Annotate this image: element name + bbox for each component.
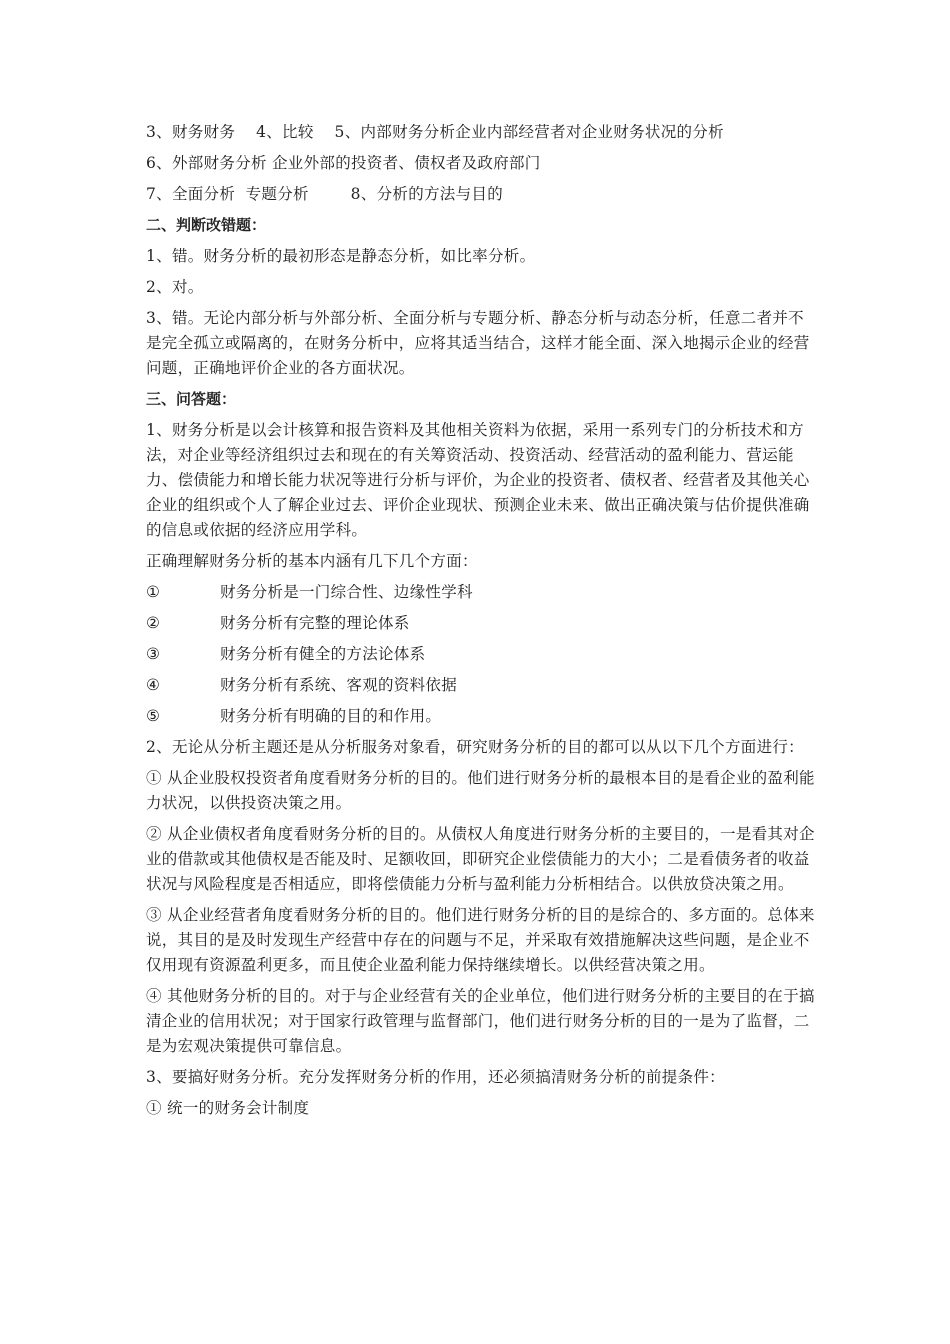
- list-item-text: 财务分析有健全的方法论体系: [220, 645, 426, 663]
- list-item-text: 财务分析有明确的目的和作用。: [220, 707, 442, 725]
- list-item-number: ③: [146, 645, 161, 663]
- section-heading-qa: 三、问答题：: [146, 390, 237, 408]
- list-item-text: 财务分析是一门综合性、边缘性学科: [220, 583, 473, 601]
- answers-line-2: 6、外部财务分析 企业外部的投资者、债权者及政府部门: [146, 154, 541, 172]
- qa-answer-3-point-1: ① 统一的财务会计制度: [146, 1099, 310, 1117]
- qa-answer-2-point-4: ④ 其他财务分析的目的。对于与企业经营有关的企业单位，他们进行财务分析的主要目的在于搞清企业的信用状况；对于国家行政管理与监督部门，他们进行财务分析的目的一是为了监督，二是为宏观决策提供可靠信息。: [146, 987, 815, 1055]
- document-page: [146, 120, 816, 1127]
- answers-line-3: 7、全面分析 专题分析 8、分析的方法与目的: [146, 185, 503, 203]
- list-item: [146, 611, 816, 636]
- qa-answer-2: 2、无论从分析主题还是从分析服务对象看，研究财务分析的目的都可以从以下几个方面进行：: [146, 738, 804, 756]
- list-item-number: ②: [146, 614, 161, 632]
- qa-answer-2-point-3: ③ 从企业经营者角度看财务分析的目的。他们进行财务分析的目的是综合的、多方面的。总体来说，其目的是及时发现生产经营中存在的问题与不足，并采取有效措施解决这些问题，是企业不仅用现有资源盈利更多，而且使企业盈利能力保持继续增长。以供经营决策之用。: [146, 906, 815, 974]
- qa-answer-1: 1、财务分析是以会计核算和报告资料及其他相关资料为依据，采用一系列专门的分析技术和方法，对企业等经济组织过去和现在的有关筹资活动、投资活动、经营活动的盈利能力、营运能力、偿债能力和增长能力状况等进行分析与评价，为企业的投资者、债权者、经营者及其他关心企业的组织或个人了解企业过去、评价企业现状、预测企业未来、做出正确决策与估价提供准确的信息或依据的经济应用学科。: [146, 421, 810, 539]
- list-item-text: 财务分析有完整的理论体系: [220, 614, 410, 632]
- qa-answer-2-point-1: ① 从企业股权投资者角度看财务分析的目的。他们进行财务分析的最根本目的是看企业的盈利能力状况，以供投资决策之用。: [146, 769, 815, 812]
- list-item: [146, 673, 816, 698]
- list-item-number: ④: [146, 676, 161, 694]
- tf-answer-3: 3、错。无论内部分析与外部分析、全面分析与专题分析、静态分析与动态分析，任意二者并不是完全孤立或隔离的，在财务分析中，应将其适当结合，这样才能全面、深入地揭示企业的经营问题，正确地评价企业的各方面状况。: [146, 309, 810, 377]
- list-item-number: ①: [146, 583, 161, 601]
- qa-answer-2-point-2: ② 从企业债权者角度看财务分析的目的。从债权人角度进行财务分析的主要目的，一是看其对企业的借款或其他债权是否能及时、足额收回，即研究企业偿债能力的大小；二是看债务者的收益状况与风险程度是否相适应，即将偿债能力分析与盈利能力分析相结合。以供放贷决策之用。: [146, 825, 815, 893]
- answers-line-1: 3、财务财务 4、比较 5、内部财务分析企业内部经营者对企业财务状况的分析: [146, 123, 724, 141]
- list-item: [146, 642, 816, 667]
- section-heading-true-false: 二、判断改错题：: [146, 216, 267, 234]
- list-item-text: 财务分析有系统、客观的资料依据: [220, 676, 458, 694]
- list-item: [146, 580, 816, 605]
- tf-answer-1: 1、错。财务分析的最初形态是静态分析，如比率分析。: [146, 247, 536, 265]
- list-item: [146, 704, 816, 729]
- qa-answer-1-intro: 正确理解财务分析的基本内涵有几下几个方面：: [146, 552, 478, 570]
- tf-answer-2: 2、对。: [146, 278, 204, 296]
- qa-answer-3: 3、要搞好财务分析。充分发挥财务分析的作用，还必须搞清财务分析的前提条件：: [146, 1068, 725, 1086]
- list-item-number: ⑤: [146, 707, 161, 725]
